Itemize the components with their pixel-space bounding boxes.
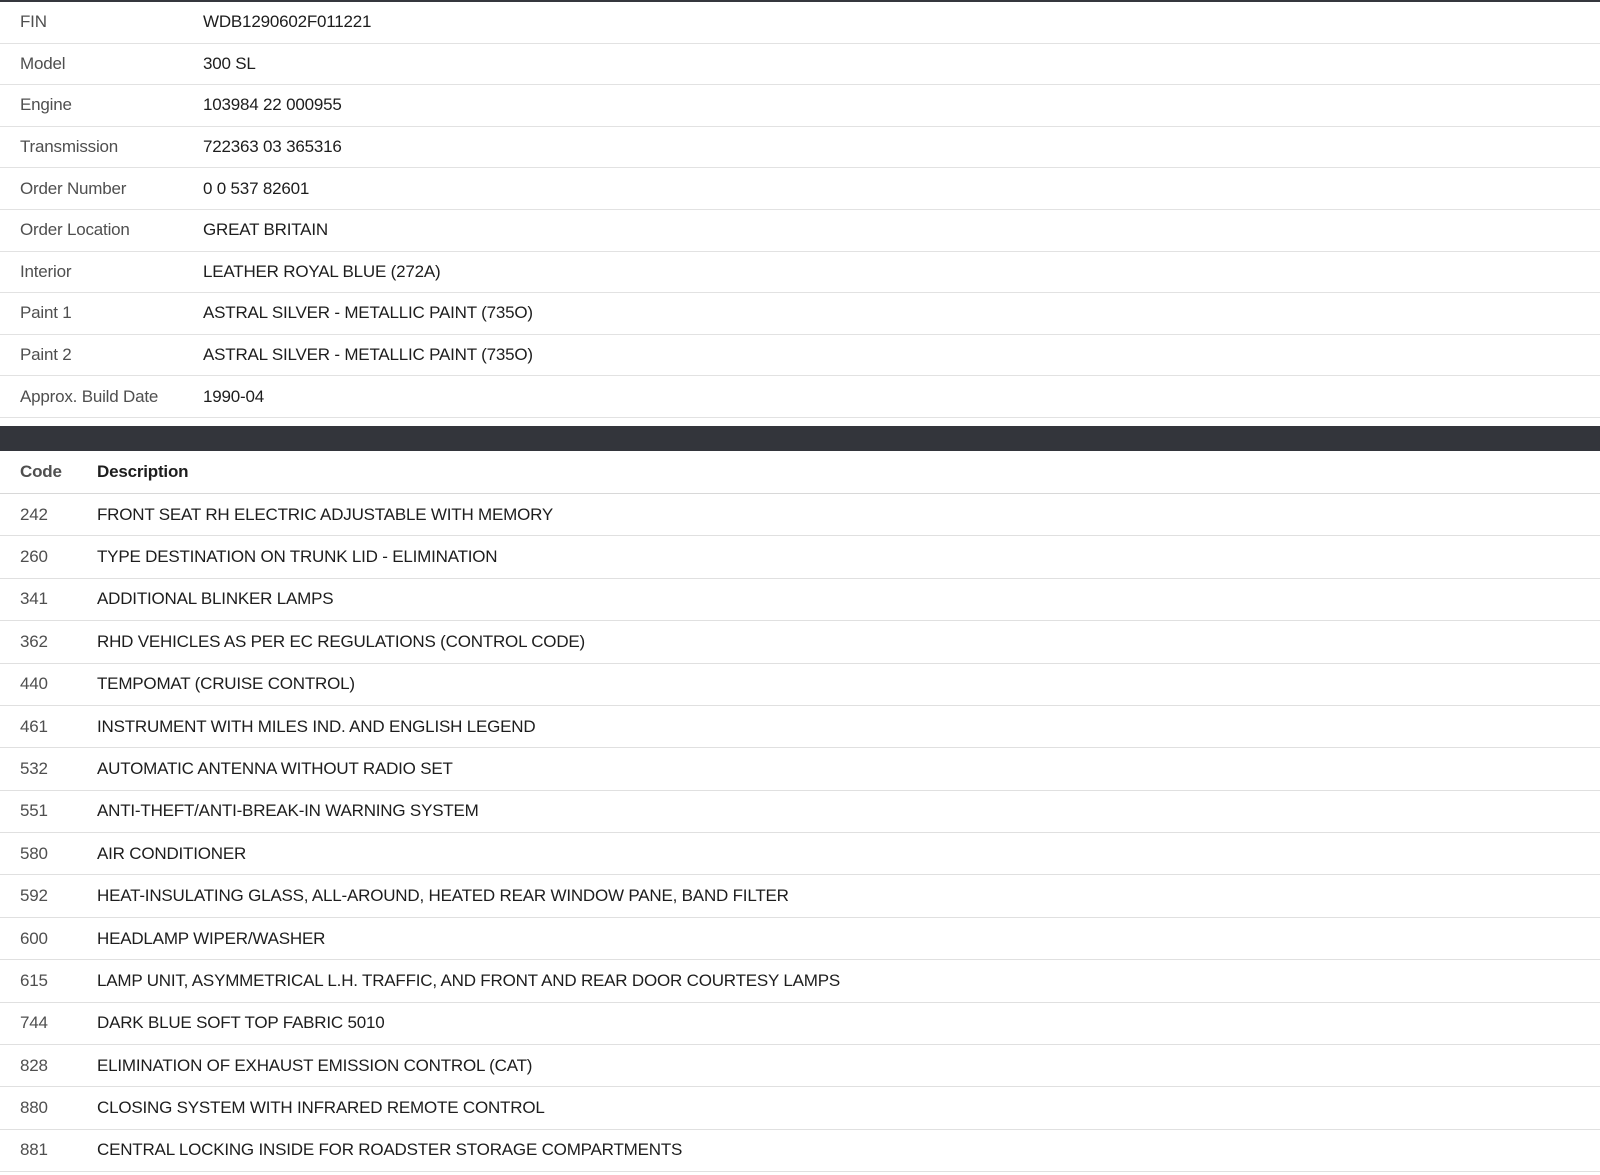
code-row [0,536,1600,578]
spec-row-order-location [0,210,1600,252]
spec-value: 0 0 537 82601 [203,178,310,198]
spec-row-interior [0,252,1600,294]
code-row [0,579,1600,621]
code-cell: 744 [20,1013,48,1033]
spec-value: WDB1290602F011221 [203,12,372,32]
spec-label: Order Number [20,178,127,198]
description-cell: ELIMINATION OF EXHAUST EMISSION CONTROL (CAT) [97,1055,533,1075]
spec-row-model [0,44,1600,86]
code-row [0,918,1600,960]
spec-value: 1990-04 [203,386,264,406]
code-cell: 242 [20,504,48,524]
spec-row-engine [0,85,1600,127]
codes-header-row [0,451,1600,494]
code-cell: 362 [20,631,48,651]
vehicle-spec-table [0,2,1600,418]
section-divider-bar [0,426,1600,451]
description-cell: CLOSING SYSTEM WITH INFRARED REMOTE CONTROL [97,1098,545,1118]
spec-value: GREAT BRITAIN [203,220,328,240]
code-row [0,494,1600,536]
spec-label: Transmission [20,137,119,157]
code-row [0,1003,1600,1045]
code-row [0,875,1600,917]
code-cell: 580 [20,843,48,863]
code-row [0,706,1600,748]
description-cell: FRONT SEAT RH ELECTRIC ADJUSTABLE WITH MEMORY [97,504,554,524]
description-cell: ADDITIONAL BLINKER LAMPS [97,589,334,609]
code-cell: 532 [20,758,48,778]
spec-value: LEATHER ROYAL BLUE (272A) [203,261,441,281]
code-cell: 881 [20,1140,48,1160]
code-cell: 592 [20,886,48,906]
code-cell: 615 [20,970,48,990]
spec-row-fin [0,2,1600,44]
code-row [0,664,1600,706]
spec-value: 722363 03 365316 [203,137,342,157]
code-cell: 461 [20,716,48,736]
option-codes-table [0,451,1600,1172]
code-row [0,791,1600,833]
section-gap [0,418,1600,426]
description-cell: CENTRAL LOCKING INSIDE FOR ROADSTER STORAGE COMPARTMENTS [97,1140,683,1160]
spec-row-build-date [0,376,1600,418]
code-row [0,960,1600,1002]
spec-label: Engine [20,95,72,115]
code-cell: 260 [20,547,48,567]
code-cell: 880 [20,1098,48,1118]
description-cell: ANTI-THEFT/ANTI-BREAK-IN WARNING SYSTEM [97,801,479,821]
spec-row-paint-2 [0,335,1600,377]
description-cell: DARK BLUE SOFT TOP FABRIC 5010 [97,1013,385,1033]
description-cell: LAMP UNIT, ASYMMETRICAL L.H. TRAFFIC, AND FRONT AND REAR DOOR COURTESY LAMPS [97,970,841,990]
code-row [0,1045,1600,1087]
description-cell: AUTOMATIC ANTENNA WITHOUT RADIO SET [97,758,453,778]
code-cell: 551 [20,801,48,821]
spec-value: ASTRAL SILVER - METALLIC PAINT (735O) [203,303,533,323]
spec-label: Paint 2 [20,345,72,365]
spec-row-paint-1 [0,293,1600,335]
description-cell: HEADLAMP WIPER/WASHER [97,928,326,948]
code-row [0,621,1600,663]
description-cell: INSTRUMENT WITH MILES IND. AND ENGLISH LEGEND [97,716,536,736]
code-cell: 600 [20,928,48,948]
description-column-header: Description [97,461,189,481]
spec-label: Interior [20,261,72,281]
description-cell: HEAT-INSULATING GLASS, ALL-AROUND, HEATED REAR WINDOW PANE, BAND FILTER [97,886,789,906]
spec-label: Approx. Build Date [20,386,159,406]
code-cell: 440 [20,674,48,694]
description-cell: AIR CONDITIONER [97,843,247,863]
code-row [0,1130,1600,1172]
spec-value: 300 SL [203,53,256,73]
code-cell: 828 [20,1055,48,1075]
description-cell: TYPE DESTINATION ON TRUNK LID - ELIMINATION [97,547,498,567]
spec-row-order-number [0,168,1600,210]
spec-label: FIN [20,12,47,32]
description-cell: RHD VEHICLES AS PER EC REGULATIONS (CONTROL CODE) [97,631,586,651]
code-row [0,1087,1600,1129]
spec-label: Model [20,53,66,73]
spec-label: Paint 1 [20,303,72,323]
code-column-header: Code [20,461,62,481]
spec-value: ASTRAL SILVER - METALLIC PAINT (735O) [203,345,533,365]
description-cell: TEMPOMAT (CRUISE CONTROL) [97,674,355,694]
code-row [0,833,1600,875]
code-cell: 341 [20,589,48,609]
code-row [0,748,1600,790]
spec-value: 103984 22 000955 [203,95,342,115]
spec-row-transmission [0,127,1600,169]
spec-label: Order Location [20,220,130,240]
